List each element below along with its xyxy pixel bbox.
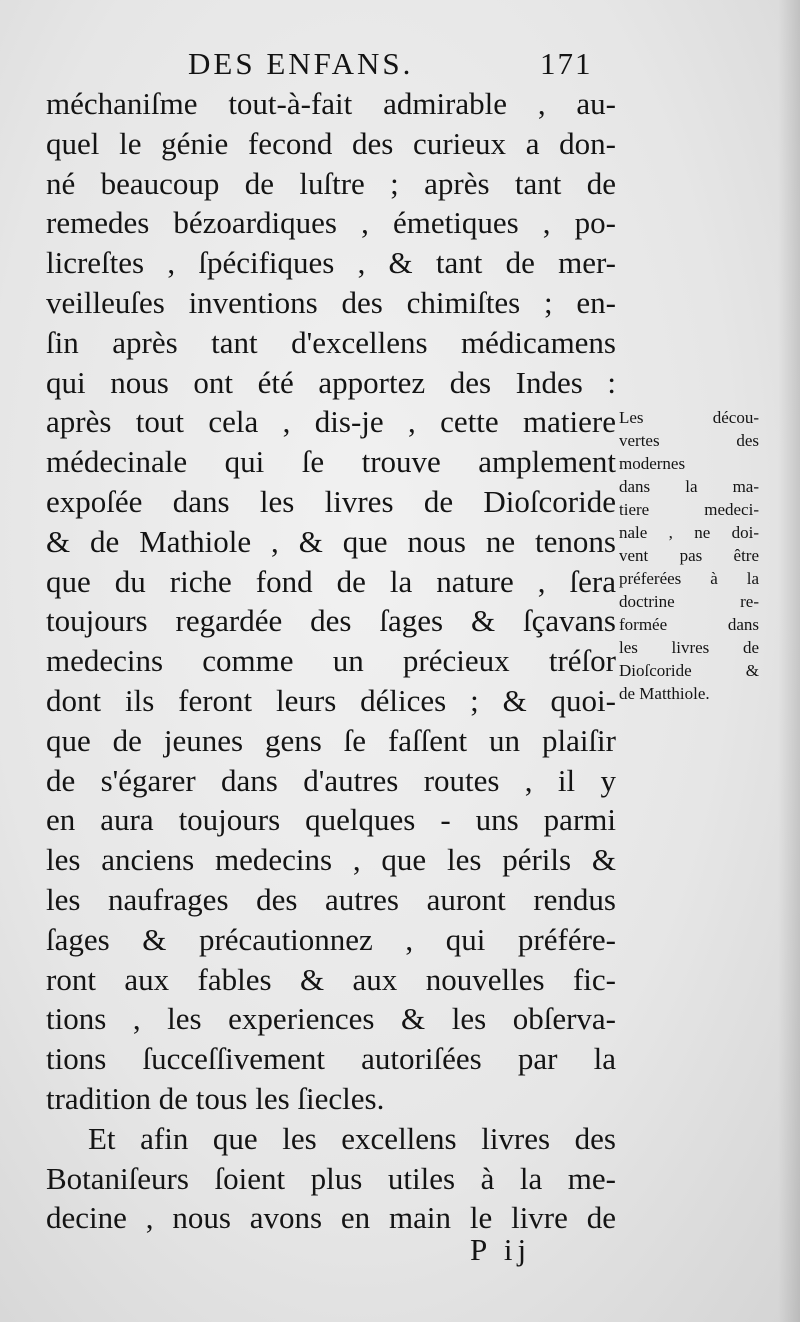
- marginal-note-line: de Matthiole.: [619, 684, 710, 703]
- text-line: médecinale qui ſe trouve amplement: [46, 444, 616, 480]
- text-line: de s'égarer dans d'autres routes , il y: [46, 762, 616, 798]
- marginal-note-line: modernes: [619, 454, 686, 473]
- signature-mark: P ij: [470, 1232, 532, 1267]
- text-line: ſages & précautionnez , qui préfére-: [46, 921, 616, 957]
- text-line: ſin après tant d'excellens médicamens: [46, 324, 616, 360]
- marginal-note-line: Les décou-: [619, 408, 759, 427]
- text-line: que de jeunes gens ſe faſſent un plaiſir: [46, 722, 616, 758]
- paragraph-start-line: Et afin que les excellens livres des: [88, 1120, 616, 1156]
- marginal-note-line: dans la ma-: [619, 477, 759, 496]
- text-line: après tout cela , dis-je , cette matiere: [46, 404, 616, 440]
- page-edge-shadow: [778, 0, 800, 1322]
- text-line: né beaucoup de luſtre ; après tant de: [46, 165, 616, 201]
- text-line: les anciens medecins , que les périls &: [46, 842, 616, 878]
- text-line: medecins comme un précieux tréſor: [46, 643, 616, 679]
- text-line: licreſtes , ſpécifiques , & tant de mer-: [46, 245, 616, 281]
- marginal-note-line: formée dans: [619, 615, 759, 634]
- text-line: en aura toujours quelques - uns parmi: [46, 802, 616, 838]
- marginal-note: [619, 406, 759, 705]
- text-line: toujours regardée des ſages & ſçavans: [46, 603, 616, 639]
- marginal-note-line: doctrine re-: [619, 592, 759, 611]
- text-line: méchaniſme tout-à-fait admirable , au-: [46, 86, 616, 121]
- page-number: 171: [540, 46, 593, 81]
- text-line: qui nous ont été apportez des Indes :: [46, 364, 616, 400]
- marginal-note-line: Dioſcoride &: [619, 661, 759, 680]
- running-title: DES ENFANS.: [188, 46, 414, 81]
- paragraph-end-line: tradition de tous les ſiecles.: [46, 1080, 385, 1116]
- text-line: veilleuſes inventions des chimiſtes ; en-: [46, 284, 616, 320]
- text-line: remedes bézoardiques , émetiques , po-: [46, 205, 616, 241]
- marginal-note-line: les livres de: [619, 638, 759, 657]
- text-line: decine , nous avons en main le livre de: [46, 1200, 616, 1236]
- text-line: que du riche fond de la nature , ſera: [46, 563, 616, 599]
- text-line: & de Mathiole , & que nous ne tenons: [46, 523, 616, 559]
- text-line: quel le génie fecond des curieux a don-: [46, 125, 616, 161]
- text-line: ront aux fables & aux nouvelles fic-: [46, 961, 616, 997]
- text-line: expoſée dans les livres de Dioſcoride: [46, 483, 616, 519]
- text-line: dont ils feront leurs délices ; & quoi-: [46, 682, 616, 718]
- marginal-note-line: vertes des: [619, 431, 759, 450]
- marginal-note-line: nale , ne doi-: [619, 523, 759, 542]
- marginal-note-line: tiere medeci-: [619, 500, 759, 519]
- marginal-note-line: préferées à la: [619, 569, 759, 588]
- text-line: tions ſucceſſivement autoriſées par la: [46, 1041, 616, 1077]
- marginal-note-line: vent pas être: [619, 546, 759, 565]
- text-line: Botaniſeurs ſoient plus utiles à la me-: [46, 1160, 616, 1196]
- text-line: tions , les experiences & les obſerva-: [46, 1001, 616, 1037]
- text-line: les naufrages des autres auront rendus: [46, 881, 616, 917]
- main-text-block: [46, 84, 616, 1238]
